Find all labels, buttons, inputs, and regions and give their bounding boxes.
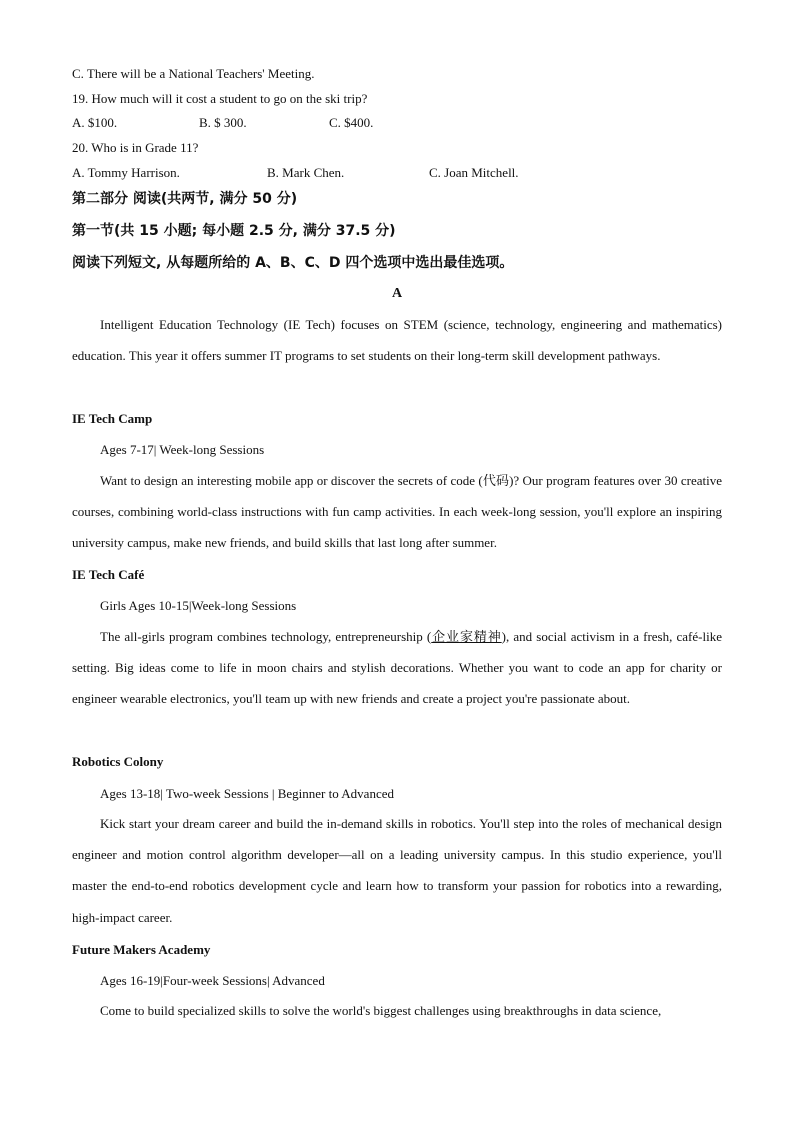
q19-stem: 19. How much will it cost a student to go on the ski trip? [72, 91, 368, 106]
q18-option-c: C. There will be a National Teachers' Meeting. [72, 66, 315, 81]
reading-instruction: 阅读下列短文, 从每题所给的 A、B、C、D 四个选项中选出最佳选项。 [72, 255, 514, 271]
desc-text: Come to build specialized skills to solve the world's biggest challenges using breakthroughs in data science, [100, 1003, 662, 1018]
program-details: Ages 13-18| Two-week Sessions | Beginner to Advanced [100, 786, 394, 801]
gloss: 代码 [482, 473, 510, 488]
passage-label: A [391, 286, 403, 301]
program-description [72, 621, 722, 715]
desc-text: Want to design an interesting mobile app or discover the secrets of code ( [100, 473, 483, 488]
program-name: Robotics Colony [72, 754, 164, 769]
q19-options [72, 115, 712, 131]
q20-option-a: A. Tommy Harrison. [72, 165, 180, 180]
program-description [72, 995, 722, 1026]
program-name: IE Tech Café [72, 567, 145, 582]
q20-options [72, 165, 712, 181]
q19-option-a: A. $100. [72, 115, 118, 130]
q19-option-c: C. $400. [329, 115, 374, 130]
passage-intro-text: Intelligent Education Technology (IE Tech) focuses on STEM (science, technology, engineering and mathematics) education. This year it offers summer IT programs to set students on their long-term skill development pathways. [72, 317, 722, 364]
program-description [72, 808, 722, 933]
passage-intro [72, 309, 722, 371]
program-details: Ages 7-17| Week-long Sessions [100, 442, 265, 457]
q20-stem: 20. Who is in Grade 11? [72, 140, 199, 155]
desc-text: ), and social activism in a fresh, café-like setting. Big ideas come to life in moon chairs and stylish decorations. Whether you want to code an app for charity or engineer wearable electronics, you'll team up with new friends and create a project you're passionate about. [72, 629, 722, 707]
program-description [72, 465, 722, 559]
section-subtitle: 第一节(共 15 小题; 每小题 2.5 分, 满分 37.5 分) [72, 223, 396, 239]
q19-option-b: B. $ 300. [199, 115, 247, 130]
gloss: 企业家精神 [431, 629, 502, 644]
desc-text: The all-girls program combines technology, entrepreneurship ( [100, 629, 432, 644]
q20-option-b: B. Mark Chen. [267, 165, 345, 180]
program-name: IE Tech Camp [72, 411, 153, 426]
part-title: 第二部分 阅读(共两节, 满分 50 分) [72, 191, 298, 207]
q20-option-c: C. Joan Mitchell. [429, 165, 519, 180]
program-details: Girls Ages 10-15|Week-long Sessions [100, 598, 297, 613]
desc-text: )? Our program features over 30 creative courses, combining world-class instructions with fun camp activities. In each week-long session, you'll explore an inspiring university campus, make new friends, and build skills that last long after summer. [72, 473, 722, 551]
desc-text: Kick start your dream career and build the in-demand skills in robotics. You'll step into the roles of mechanical design engineer and motion control algorithm developer—all on a leading university campus. In this studio experience, you'll master the end-to-end robotics development cycle and learn how to transform your passion for robotics into a rewarding, high-impact career. [72, 816, 722, 925]
program-name: Future Makers Academy [72, 942, 211, 957]
program-details: Ages 16-19|Four-week Sessions| Advanced [100, 973, 325, 988]
